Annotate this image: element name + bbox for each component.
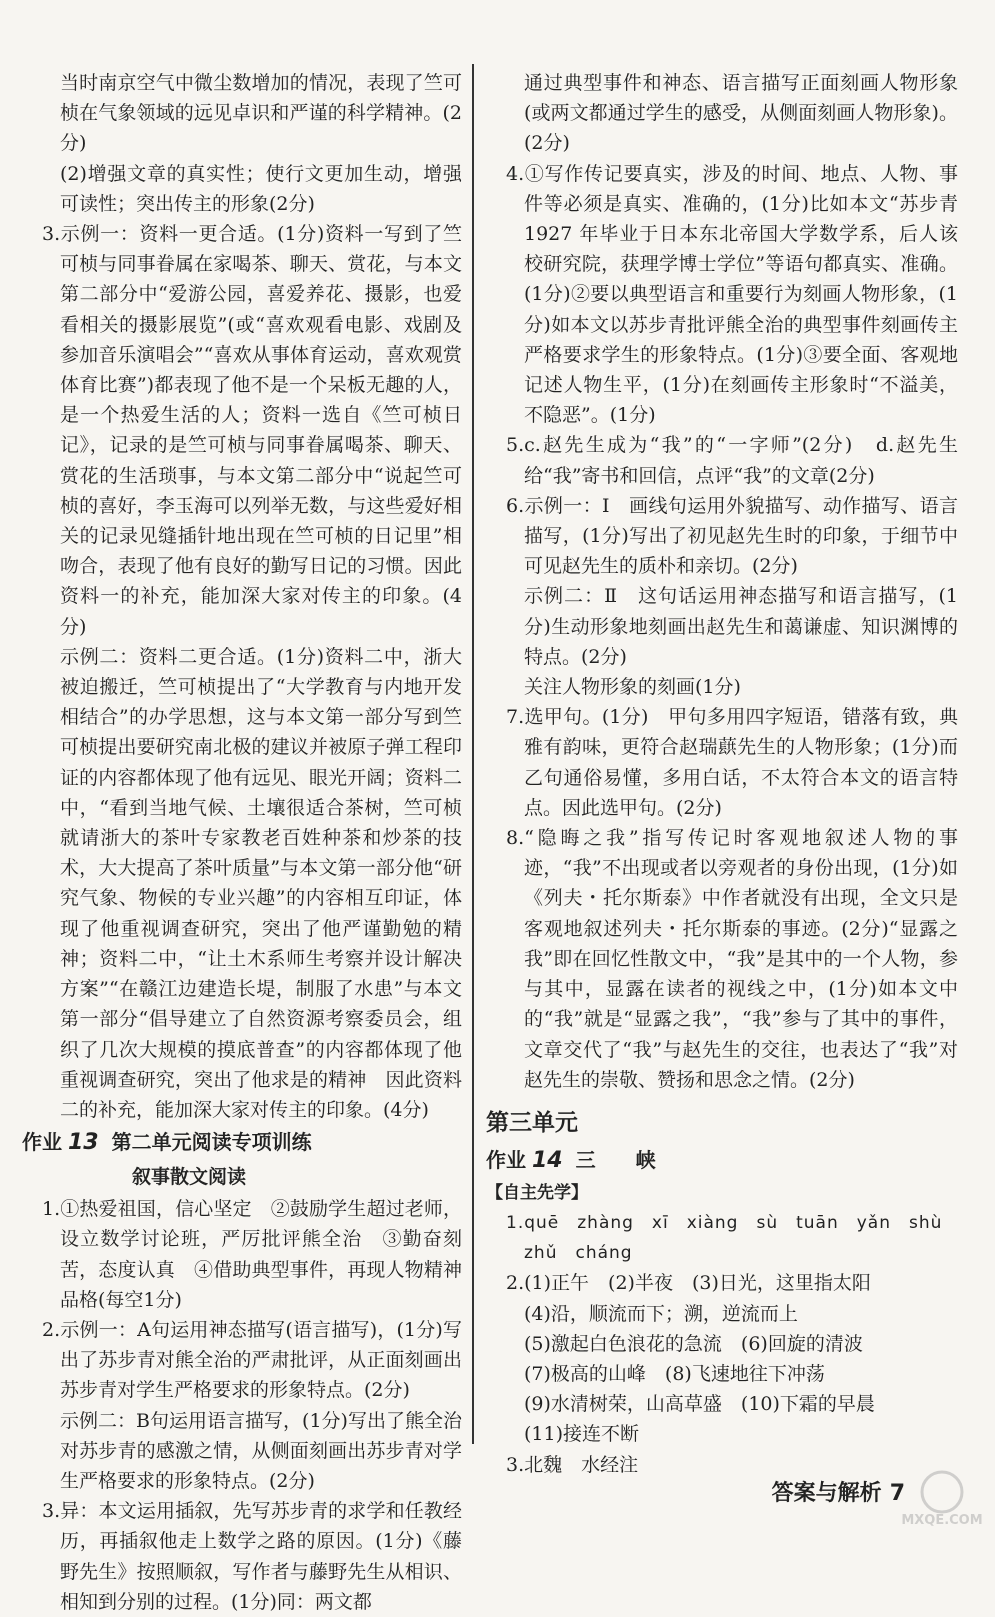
homework-number: 14 — [532, 1147, 563, 1173]
answer-paragraph: 3.异：本文运用插叙，先写苏步青的求学和任教经历，再插叙他走上数学之路的原因。(1分)《藤野先生》按照顺叙，写作者与藤野先生从相识、相知到分别的过程。(1分)同：两文都 — [42, 1500, 462, 1613]
answer-paragraph: 3.北魏 水经注 — [506, 1453, 639, 1476]
footer-label: 答案与解析 — [771, 1481, 882, 1506]
answer-paragraph: 8.“隐晦之我”指写传记时客观地叙述人物的事迹，“我”不出现或者以旁观者的身份出现，(1分)如《列夫・托尔斯泰》中作者就没有出现，全文只是客观地叙述列夫・托尔斯泰的事迹。(2分)“显露之我”即在回忆性散文中，“我”是其中的一个人物，参与其中，显露在读者的视线之中，(1分)如本文中的“我”就是“显露之我”，“我”参与了其中的事件，文章交代了“我”与赵先生的交往，也表达了“我”对赵先生的崇敬、赞扬和思念之情。(2分) — [506, 827, 958, 1091]
watermark-logo — [899, 1468, 985, 1530]
right-column — [486, 68, 958, 1480]
answer-paragraph: 关注人物形象的刻画(1分) — [524, 676, 741, 699]
answer-paragraph: 7.选甲句。(1分) 甲句多用四字短语，错落有致，典雅有韵味，更符合赵瑞蕻先生的人物形象；(1分)而乙句通俗易懂，多用白话，不太符合本文的语言特点。因此选甲句。(2分) — [506, 706, 958, 819]
answer-paragraph: (7)极高的山峰 (8)飞速地往下冲荡 — [524, 1362, 825, 1385]
svg-text:MXQE.COM: MXQE.COM — [901, 1513, 983, 1528]
homework-13-answers — [22, 1194, 462, 1617]
answer-paragraph: 1.quē zhàng xī xiàng sù tuān yǎn shù — [506, 1212, 943, 1233]
self-study-tag: 【自主先学】 — [486, 1182, 588, 1203]
column-divider — [472, 64, 474, 1444]
homework-number: 13 — [68, 1130, 99, 1156]
right-answers — [486, 68, 958, 1095]
answer-paragraph: (5)激起白色浪花的急流 (6)回旋的清波 — [524, 1332, 863, 1355]
homework-14-answers — [486, 1208, 958, 1480]
homework-13-subtitle: 叙事散文阅读 — [132, 1166, 247, 1189]
answer-paragraph: (4)沿，顺流而下；溯，逆流而上 — [524, 1302, 798, 1325]
answer-paragraph: 当时南京空气中微尘数增加的情况，表现了竺可桢在气象领域的远见卓识和严谨的科学精神。(2分) — [60, 72, 462, 155]
answer-paragraph: 5.c.赵先生成为“我”的“一字师”(2分) d.赵先生给“我”寄书和回信，点评“我”的文章(2分) — [506, 434, 958, 487]
answer-paragraph: 2.(1)正午 (2)半夜 (3)日光，这里指太阳 — [506, 1272, 871, 1295]
answer-paragraph: 1.①热爱祖国，信心坚定 ②鼓励学生超过老师，设立数学讨论班，严厉批评熊全治 ③勤奋刻苦，态度认真 ④借助典型事件，再现人物精神品格(每空1分) — [42, 1198, 462, 1311]
page-footer — [772, 1476, 905, 1507]
unit-3-heading: 第三单元 — [486, 1109, 578, 1136]
answer-paragraph: (2)增强文章的真实性；使行文更加生动，增强可读性；突出传主的形象(2分) — [60, 162, 462, 215]
page-number: 7 — [889, 1481, 905, 1506]
homework-14-heading — [486, 1143, 958, 1178]
answer-paragraph: 通过典型事件和神态、语言描写正面刻画人物形象(或两文都通过学生的感受，从侧面刻画人物形象)。(2分) — [524, 72, 958, 155]
answer-paragraph: 示例二：资料二更合适。(1分)资料二中，浙大被迫搬迁，竺可桢提出了“大学教育与内地开发相结合”的办学思想，这与本文第一部分写到竺可桢提出要研究南北极的建议并被原子弹工程印证的内容都体现了他有远见、眼光开阔；资料二中，“看到当地气候、土壤很适合茶树，竺可桢就请浙大的茶叶专家教老百姓种茶和炒茶的技术，大大提高了茶叶质量”与本文第一部分他“研究气象、物候的专业兴趣”的内容相互印证，体现了他重视调查研究，突出了他严谨勤勉的精神；资料二中，“让土木系师生考察并设计解决方案”“在赣江边建造长堤，制服了水患”与本文第一部分“倡导建立了自然资源考察委员会，组织了几次大规模的摸底普查”的内容都体现了他重视调查研究，突出了他求是的精神 因此资料二的补充，能加深大家对传主的印象。(4分) — [60, 645, 462, 1121]
homework-label: 作业 — [22, 1130, 62, 1155]
homework-13-heading — [22, 1125, 462, 1160]
answer-paragraph: (11)接连不断 — [524, 1423, 640, 1446]
homework-title: 第二单元阅读专项训练 — [111, 1130, 312, 1155]
answer-paragraph: 3.示例一：资料一更合适。(1分)资料一写到了竺可桢与同事眷属在家喝茶、聊天、赏花，与本文第二部分中“爱游公园，喜爱养花、摄影，也爱看相关的摄影展览”(或“喜欢观看电影、戏剧及参加音乐演唱会”“喜欢从事体育运动，喜欢观赏体育比赛”)都表现了他不是一个呆板无趣的人，是一个热爱生活的人；资料一选自《竺可桢日记》，记录的是竺可桢与同事眷属喝茶、聊天、赏花的生活琐事，与本文第二部分中“说起竺可桢的喜好，李玉海可以列举无数，与这些爱好相关的记录见缝插针地出现在竺可桢的日记里”相吻合，表现了他有良好的勤写日记的习惯。因此资料一的补充，能加深大家对传主的印象。(4分) — [42, 223, 462, 638]
homework-label: 作业 — [486, 1147, 526, 1172]
left-column — [22, 68, 462, 1617]
answer-paragraph: 6.示例一：Ⅰ 画线句运用外貌描写、动作描写、语言描写，(1分)写出了初见赵先生时的印象，于细节中可见赵先生的质朴和亲切。(2分) — [506, 494, 958, 578]
homework-title: 三 峡 — [575, 1147, 656, 1172]
answer-paragraph: (9)水清树荣，山高草盛 (10)下霜的早晨 — [524, 1393, 875, 1416]
answer-paragraph: 2.示例一：A句运用神态描写(语言描写)，(1分)写出了苏步青对熊全治的严肃批评，从正面刻画出苏步青对学生严格要求的形象特点。(2分) — [42, 1318, 462, 1402]
answer-paragraph: 示例二：B句运用语言描写，(1分)写出了熊全治对苏步青的感激之情，从侧面刻画出苏步青对学生严格要求的形象特点。(2分) — [60, 1409, 462, 1492]
answer-paragraph: 示例二：Ⅱ 这句话运用神态描写和语言描写，(1分)生动形象地刻画出赵先生和蔼谦虚、知识渊博的特点。(2分) — [524, 585, 958, 668]
answer-paragraph: 4.①写作传记要真实，涉及的时间、地点、人物、事件等必须是真实、准确的，(1分)比如本文“苏步青 1927 年毕业于日本东北帝国大学数学系，后人该校研究院，获理学博士学位”等语句都真实、准确。(1分)②要以典型语言和重要行为刻画人物形象，(1分)如本文以苏步青批评熊全治的典型事件刻画传主严格要求学生的形象特点。(1分)③要全面、客观地记述人物生平，(1分)在刻画传主形象时“不溢美，不隐恶”。(1分) — [506, 162, 958, 427]
answer-paragraph: zhǔ cháng — [524, 1243, 633, 1264]
left-answers — [22, 68, 462, 1125]
